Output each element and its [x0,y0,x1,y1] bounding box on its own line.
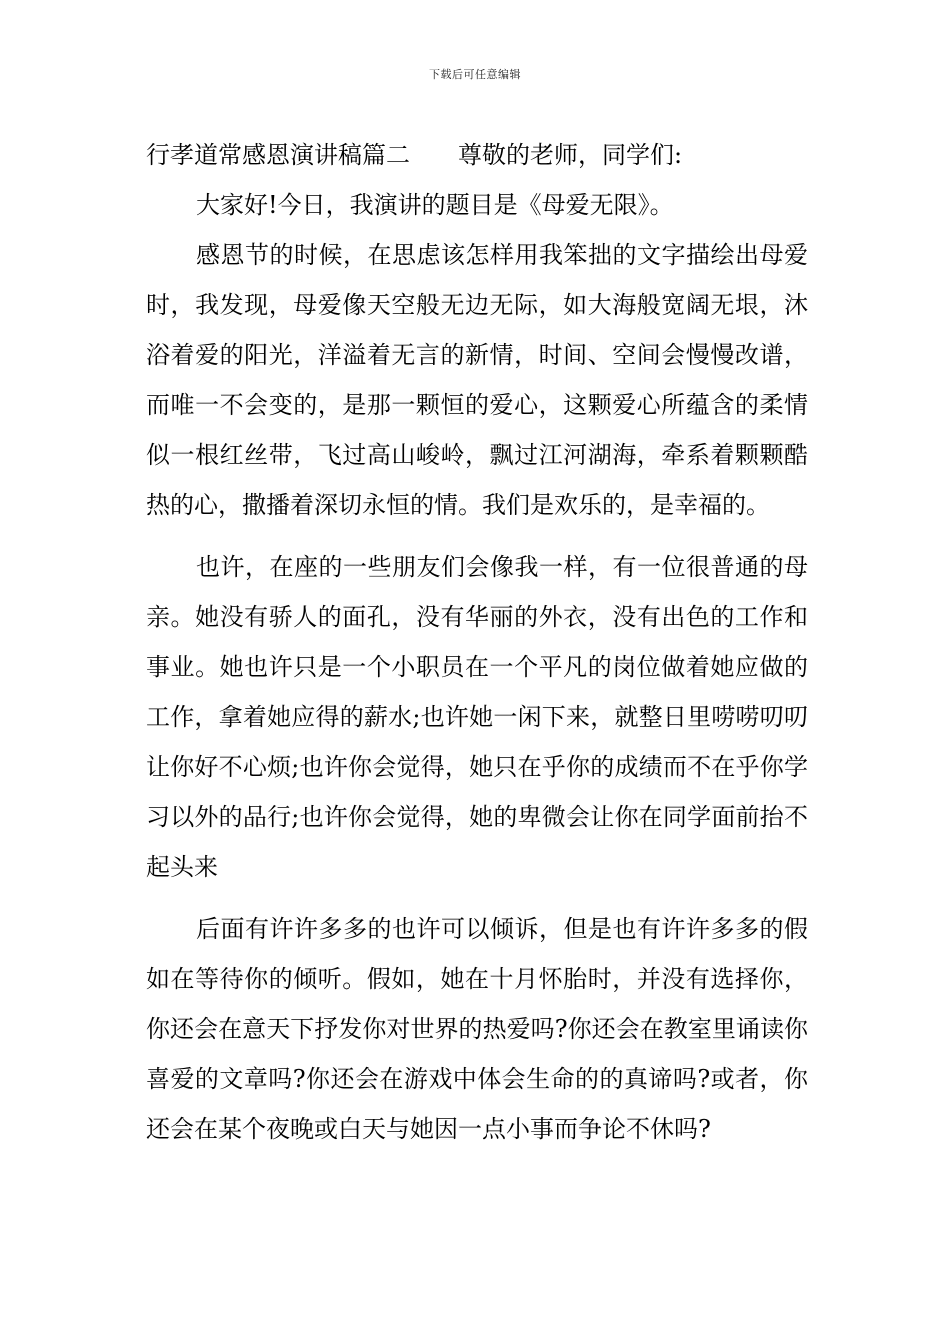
paragraph-what-if: 后面有许许多多的也许可以倾诉，但是也有许许多多的假如在等待你的倾听。假如，她在十月怀胎时，并没有选择你，你还会在意天下抒发你对世界的热爱吗?你还会在教室里诵读你喜爱的文章吗?你还会在游戏中体会生命的的真谛吗?或者，你还会在某个夜晚或白天与她因一点小事而争论不休吗? [146,915,808,1143]
paragraph-mother-love: 感恩节的时候，在思虑该怎样用我笨拙的文字描绘出母爱时，我发现，母爱像天空般无边无际，如大海般宽阔无垠，沐浴着爱的阳光，洋溢着无言的新情，时间、空间会慢慢改谱，而唯一不会变的，是那一颗恒的爱心，这颗爱心所蕴含的柔情似一根红丝带，飞过高山峻岭，飘过江河湖海，牵系着颗颗酷热的心，撒播着深切永恒的情。我们是欢乐的，是幸福的。 [146,241,808,519]
paragraph-greeting: 大家好!今日，我演讲的题目是《母爱无限》。 [196,191,674,219]
paragraph-ordinary-mother: 也许，在座的一些朋友们会像我一样，有一位很普通的母亲。她没有骄人的面孔，没有华丽的外衣，没有出色的工作和事业。她也许只是一个小职员在一个平凡的岗位做着她应做的工作，拿着她应得的薪水;也许她一闲下来，就整日里唠唠叨叨让你好不心烦;也许你会觉得，她只在乎你的成绩而不在乎你学习以外的品行;也许你会觉得，她的卑微会让你在同学面前抬不起头来 [146,553,808,881]
download-note: 下载后可任意编辑 [429,68,521,81]
document-body [146,130,808,1154]
document-title: 行孝道常感恩演讲稿篇二 [146,141,410,169]
title-line [146,130,808,180]
salutation: 尊敬的老师，同学们: [458,141,683,169]
